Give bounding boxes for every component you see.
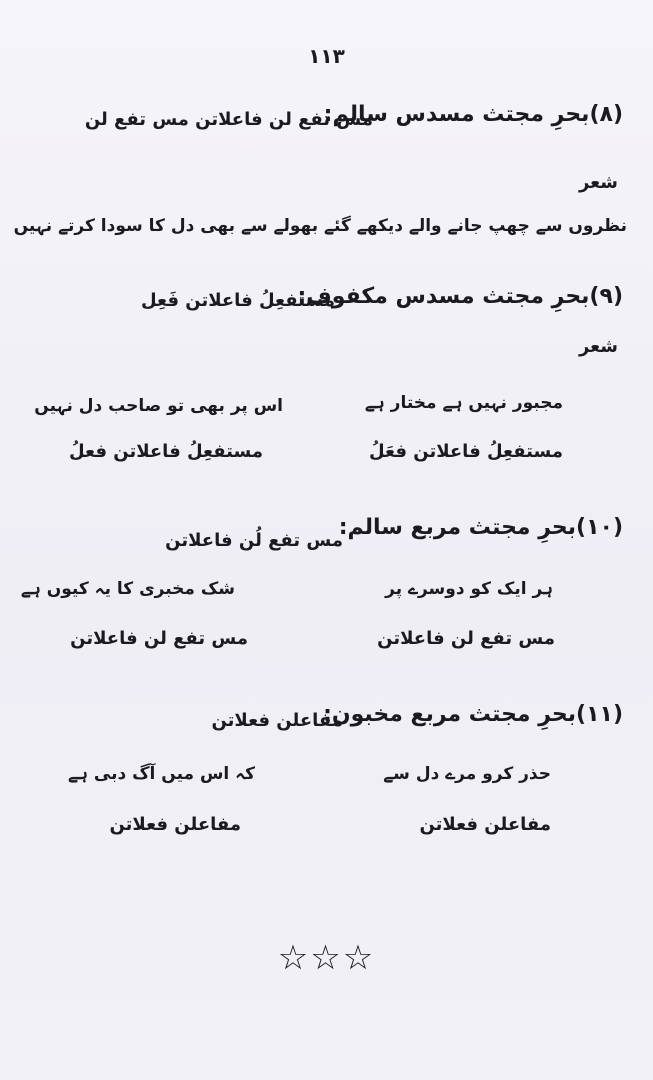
section-9-heading: (٩)بحرِ مجتث مسدس مکفوف: — [297, 284, 623, 309]
section-8-meter: مس تفع لن فاعلاتن مس تفع لن — [84, 109, 373, 130]
section-9-scan-left: مستفعِلُ فاعلاتن فعلُ — [68, 441, 263, 462]
section-10-heading: (١٠)بحرِ مجتث مربع سالم: — [338, 515, 623, 540]
section-8-verse: نظروں سے چھپ جانے والے دیکھے گئے بھولے سے بھی دل کا سودا کرتے نہیں — [13, 216, 627, 236]
section-9-scan-right: مستفعِلُ فاعلاتن فعَلُ — [368, 441, 563, 462]
section-11-heading: (١١)بحرِ مجتث مربع مخبون: — [323, 702, 623, 727]
section-10-scan-right: مس تفع لن فاعلاتن — [377, 628, 555, 649]
section-10-scan-left: مس تفع لن فاعلاتن — [70, 628, 248, 649]
section-11-verse-left: کہ اس میں آگ دبی ہے — [68, 764, 255, 784]
section-10-meter: مس تفع لُن فاعلاتن — [165, 530, 343, 551]
section-9-meter: مستفعِلُ فاعلاتن فَعِل — [140, 290, 335, 311]
section-8-sher-label: شعر — [578, 172, 618, 193]
section-9-verse-left: اس پر بھی تو صاحب دل نہیں — [34, 396, 283, 416]
page-number: ١١٣ — [308, 44, 345, 68]
section-10-verse-left: شک مخبری کا یہ کیوں ہے — [20, 579, 235, 599]
section-11-verse-right: حذر کرو مرے دل سے — [383, 764, 551, 784]
section-10-verse-right: ہر ایک کو دوسرے پر — [385, 579, 553, 599]
section-11-scan-right: مفاعلن فعلاتن — [419, 814, 551, 835]
section-11-meter: مفاعلن فعلاتن — [211, 710, 343, 731]
section-9-verse-right: مجبور نہیں ہے مختار ہے — [364, 393, 563, 413]
section-8-heading: (٨)بحرِ مجتث مسدس سالم: — [323, 102, 623, 127]
star-ornament-icon: ☆☆☆ — [277, 938, 376, 978]
section-11-scan-left: مفاعلن فعلاتن — [109, 814, 241, 835]
section-9-sher-label: شعر — [578, 336, 618, 357]
